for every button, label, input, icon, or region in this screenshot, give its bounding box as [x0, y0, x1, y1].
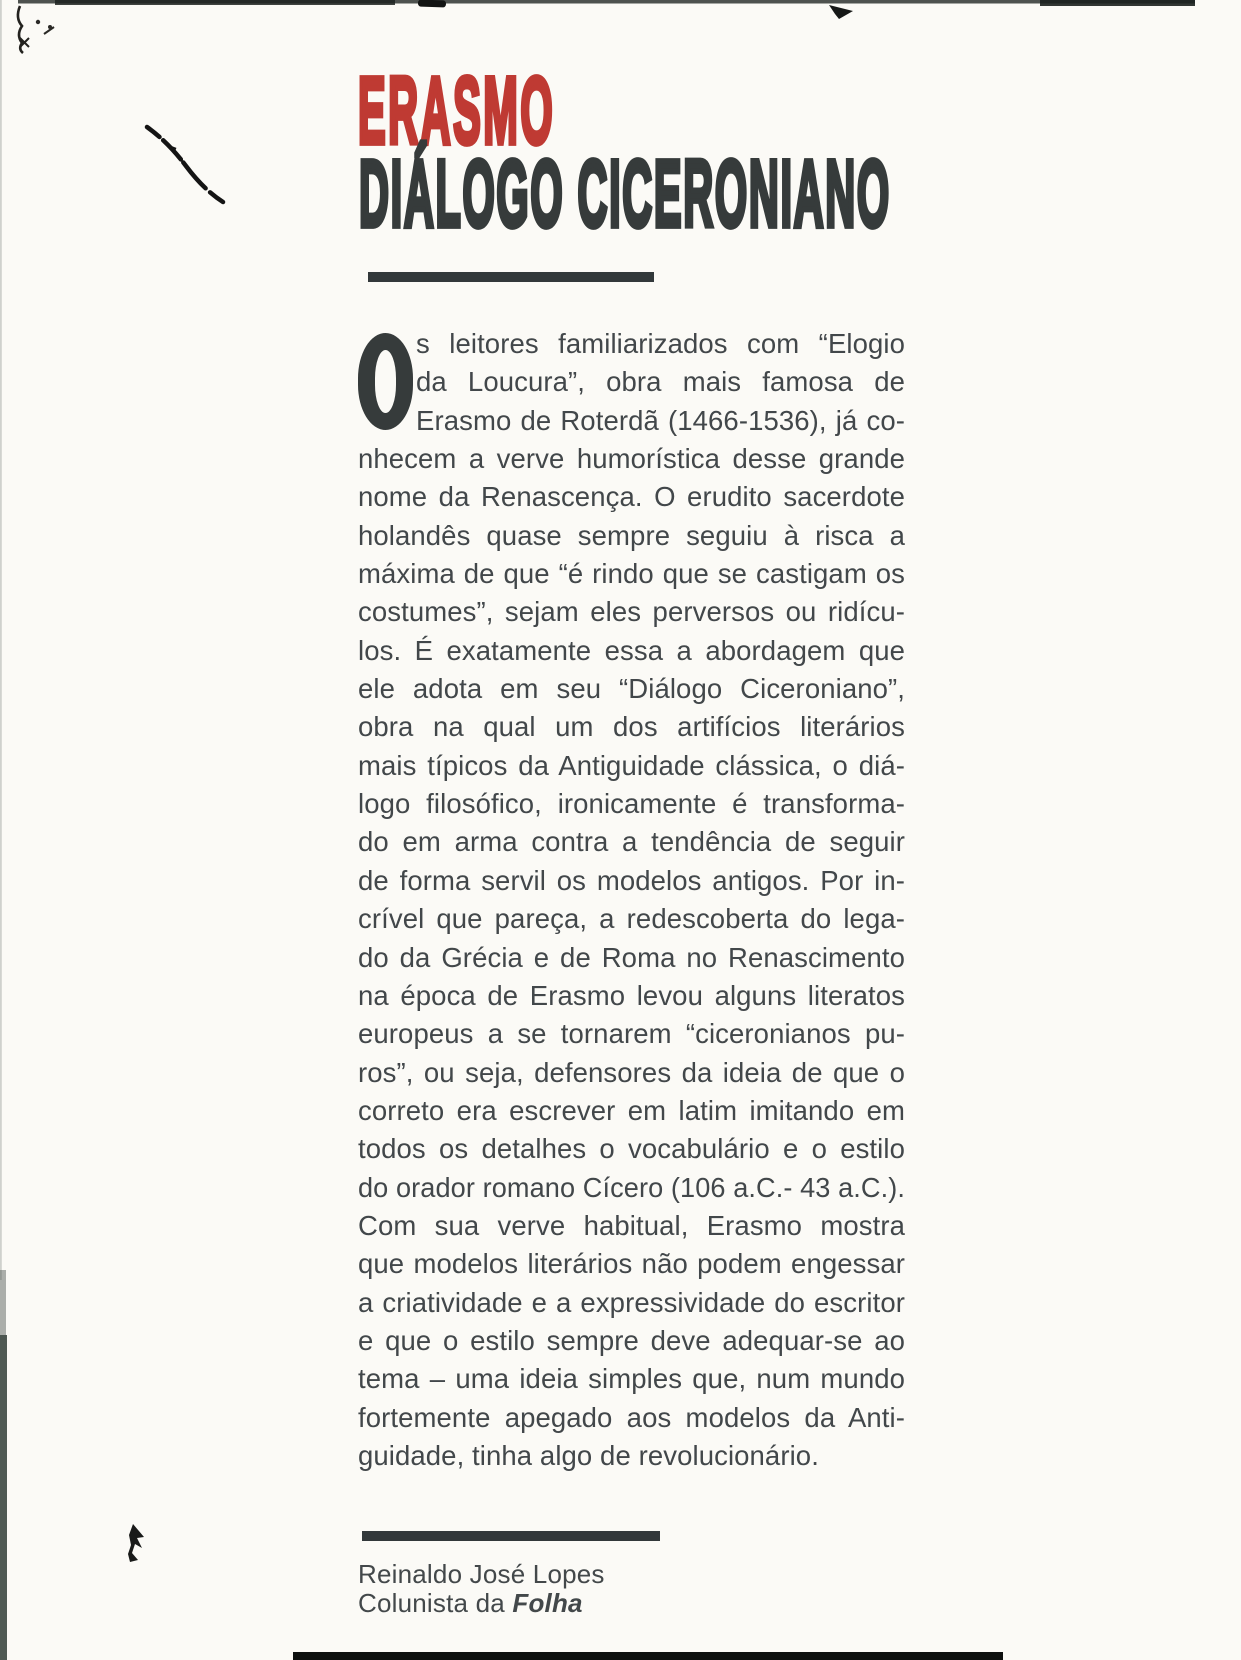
body-line: europeus a se tornarem “ciceronianos pu- [358, 1018, 905, 1050]
body-line: que modelos literários não podem engessar [358, 1248, 905, 1280]
scan-left-edge-faint [0, 0, 2, 1280]
scan-ink-dot [36, 20, 40, 24]
body-line: logo filosófico, ironicamente é transforma- [358, 788, 905, 820]
body-line: do orador romano Cícero (106 a.C.- 43 a.C.). [358, 1171, 905, 1203]
scan-top-edge-thick-left [55, 0, 395, 5]
scan-scratch-offshoot [168, 146, 176, 149]
body-line: na época de Erasmo levou alguns literatos [358, 979, 905, 1011]
page-title [359, 140, 1000, 247]
byline-role-prefix: Colunista da [358, 1588, 513, 1618]
body-line: e que o estilo sempre deve adequar-se ao [358, 1324, 905, 1356]
body-line: a criatividade e a expressividade do escritor [358, 1286, 905, 1318]
scan-bottom-ink-mark [128, 1524, 144, 1562]
scan-diagonal-scratch [147, 127, 223, 202]
body-line: do da Grécia e de Roma no Renascimento [358, 941, 905, 973]
body-line: crível que pareça, a redescoberta do lega- [358, 903, 905, 935]
body-line: s leitores familiarizados com “Elogio [416, 328, 905, 359]
kicker [358, 57, 595, 164]
body-line: costumes”, sejam eles perversos ou ridícu- [358, 596, 905, 628]
body-line: ros”, ou seja, defensores da ideia de que o [358, 1056, 905, 1088]
byline-rule [362, 1531, 660, 1541]
body-line: holandês quase sempre seguiu à risca a [358, 519, 905, 551]
body-line: los. É exatamente essa a abordagem que [358, 634, 905, 666]
body-line: fortemente apegado aos modelos da Anti- [358, 1401, 905, 1433]
body-line: guidade, tinha algo de revolucionário. [358, 1439, 819, 1471]
body-line: nome da Renascença. O erudito sacerdote [358, 481, 905, 513]
scan-left-edge-strip [0, 1335, 7, 1660]
scan-top-edge-line [18, 0, 1195, 4]
body-line: máxima de que “é rindo que se castigam os [358, 558, 905, 590]
kicker-text: ERASMO [358, 57, 556, 164]
body-line: tema – uma ideia simples que, num mundo [358, 1363, 905, 1395]
scan-corner-scribble [18, 6, 23, 53]
scan-ink-dash [44, 27, 54, 34]
body-line: de forma servil os modelos antigos. Por in- [358, 864, 905, 896]
scan-ink-cross [20, 38, 29, 47]
body-line: ele adota em seu “Diálogo Ciceroniano”, [358, 673, 905, 705]
scan-top-arrow-mark [829, 5, 853, 19]
body-line: Erasmo de Roterdã (1466-1536), já co- [416, 404, 905, 436]
byline-name: Reinaldo José Lopes [358, 1559, 605, 1589]
body-line: todos os detalhes o vocabulário e o estilo [358, 1133, 905, 1165]
title-text: DIÁLOGO CICERONIANO [359, 140, 891, 247]
title-rule [368, 272, 654, 282]
body-line: Com sua verve habitual, Erasmo mostra [358, 1209, 905, 1241]
body-line: nhecem a verve humorística desse grande [358, 443, 905, 475]
body-text [358, 325, 905, 1475]
scan-top-edge-thick-right [1040, 0, 1195, 6]
body-line: mais típicos da Antiguidade clássica, o diá- [358, 749, 905, 781]
scan-bottom-bar [293, 1652, 1003, 1660]
body-line: correto era escrever em latim imitando em [358, 1094, 905, 1126]
scan-left-edge-fade [0, 1270, 6, 1340]
scan-ink-dot [48, 25, 52, 29]
byline-publication: Folha [512, 1588, 583, 1618]
byline [358, 1560, 605, 1618]
byline-role [358, 1589, 605, 1618]
body-line: da Loucura”, obra mais famosa de [416, 366, 905, 398]
scan-top-blob [418, 0, 446, 7]
body-line: obra na qual um dos artifícios literários [358, 711, 905, 743]
body-line: do em arma contra a tendência de seguir [358, 826, 905, 858]
